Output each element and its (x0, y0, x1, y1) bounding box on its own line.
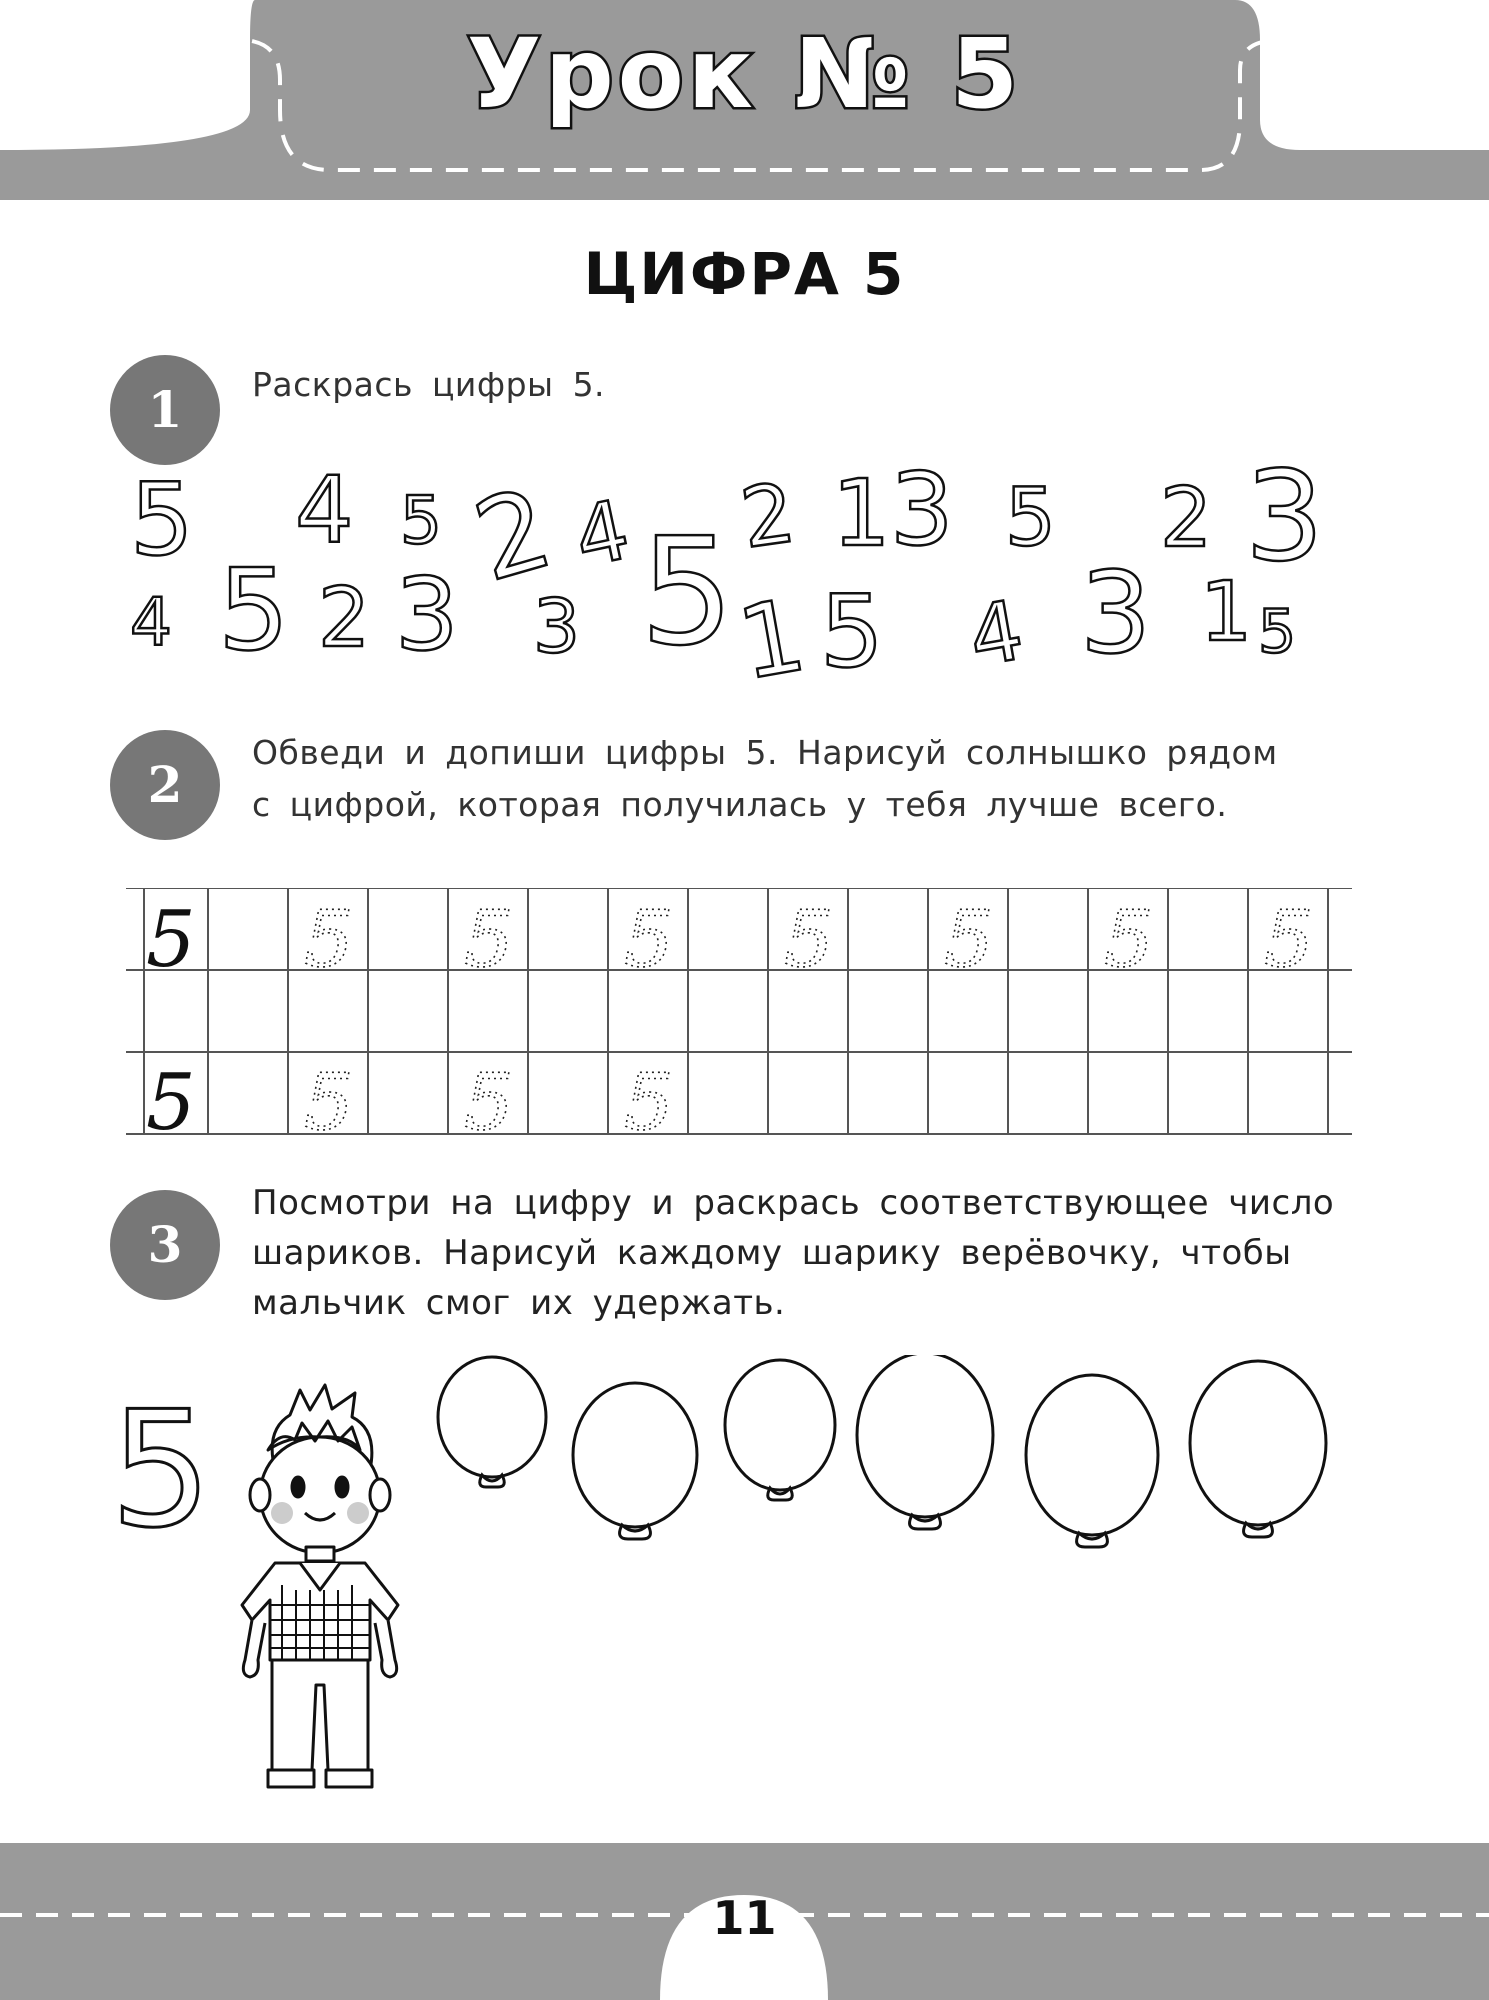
balloon[interactable] (1190, 1361, 1326, 1537)
trace-digit[interactable]: 5 (1264, 895, 1314, 985)
cloud-digit[interactable]: 4 (130, 584, 172, 661)
cloud-digit[interactable]: 2 (1160, 471, 1213, 566)
cloud-digit[interactable]: 3 (1245, 445, 1324, 589)
digit-cloud[interactable] (0, 0, 1489, 703)
task-2-badge: 2 (110, 730, 220, 840)
cloud-digit[interactable]: 1 (1200, 565, 1253, 660)
cloud-digit[interactable]: 2 (318, 571, 371, 666)
cloud-digit[interactable]: 4 (295, 457, 354, 564)
trace-digit[interactable]: 5 (304, 1058, 354, 1135)
task-3-text-line-2: шариков. Нарисуй каждому шарику верёвочку, чтобы (252, 1233, 1292, 1273)
task-3-text-line-3: мальчик смог их удержать. (252, 1283, 786, 1323)
cloud-digit[interactable]: 1 (832, 460, 891, 567)
trace-digit[interactable]: 5 (464, 895, 514, 985)
cloud-digit[interactable]: 3 (1080, 549, 1152, 679)
cloud-digit[interactable]: 1 (730, 576, 814, 703)
balloon[interactable] (725, 1360, 835, 1500)
cloud-digit[interactable]: 2 (461, 463, 565, 607)
trace-digit[interactable]: 5 (944, 895, 994, 985)
lesson-title: Урок № 5 (467, 18, 1022, 130)
sample-digit: 5 (146, 1058, 196, 1135)
task-1-badge: 1 (110, 355, 220, 465)
trace-digit[interactable]: 5 (624, 1058, 674, 1135)
balloon[interactable] (438, 1357, 546, 1487)
task-3-text-line-1: Посмотри на цифру и раскрась соответствующее число (252, 1183, 1335, 1223)
task-3-badge: 3 (110, 1190, 220, 1300)
cloud-digit[interactable]: 4 (566, 482, 638, 587)
boy-illustration (220, 1375, 420, 1795)
trace-digit[interactable]: 5 (464, 1058, 514, 1135)
page-number: 11 (712, 1891, 777, 1945)
cloud-digit[interactable]: 5 (130, 461, 194, 578)
cloud-digit[interactable]: 2 (735, 465, 801, 568)
cloud-digit[interactable]: 5 (1005, 471, 1056, 564)
cloud-digit[interactable]: 5 (640, 506, 735, 678)
task-1-text: Раскрась цифры 5. (252, 365, 606, 404)
cloud-digit[interactable]: 5 (218, 546, 290, 676)
cloud-digit[interactable]: 4 (962, 583, 1030, 686)
sample-digit: 5 (146, 895, 196, 985)
trace-digit[interactable]: 5 (784, 895, 834, 985)
balloon[interactable] (857, 1355, 993, 1529)
balloon[interactable] (1026, 1375, 1158, 1547)
trace-digit[interactable]: 5 (624, 895, 674, 985)
cloud-digit[interactable]: 5 (1258, 597, 1297, 667)
balloon-count-digit: 5 (110, 1376, 212, 1563)
cloud-digit[interactable]: 3 (533, 584, 581, 670)
balloons-row[interactable] (420, 1355, 1380, 1585)
cloud-digit[interactable]: 3 (395, 556, 459, 673)
cloud-digit[interactable]: 3 (890, 451, 954, 568)
task-2-text-line-2: с цифрой, которая получилась у тебя лучше всего. (252, 785, 1228, 824)
digit-heading: ЦИФРА 5 (583, 240, 906, 308)
cloud-digit[interactable]: 5 (400, 482, 442, 559)
practice-grid[interactable] (126, 888, 1352, 1135)
balloon[interactable] (573, 1383, 697, 1539)
task-2-text-line-1: Обведи и допиши цифры 5. Нарисуй солнышко рядом (252, 733, 1278, 772)
trace-digit[interactable]: 5 (1104, 895, 1154, 985)
trace-digit[interactable]: 5 (304, 895, 354, 985)
cloud-digit[interactable]: 5 (820, 573, 884, 690)
